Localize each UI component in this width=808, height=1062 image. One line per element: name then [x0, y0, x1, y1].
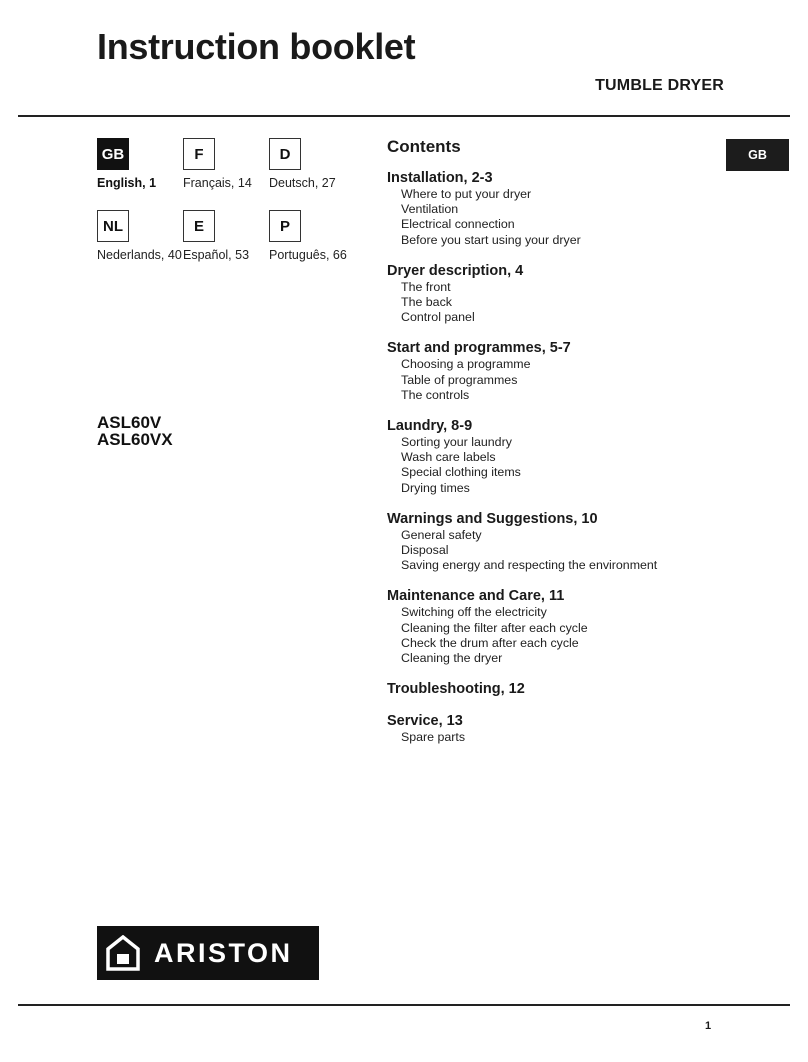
booklet-title: Instruction booklet	[97, 26, 416, 67]
language-entry-e[interactable]	[183, 210, 273, 262]
brand-name: ARISTON	[154, 938, 293, 968]
language-code-badge: D	[269, 138, 301, 170]
language-entry-nl[interactable]	[97, 210, 187, 262]
toc-section-title[interactable]: Dryer description, 4	[387, 262, 524, 279]
toc-section-title[interactable]: Troubleshooting, 12	[387, 681, 525, 698]
toc-item[interactable]: Wash care labels	[401, 450, 496, 465]
toc-section-start-programmes	[387, 339, 717, 403]
toc-item[interactable]: Drying times	[401, 480, 470, 495]
toc-section-troubleshooting	[387, 680, 717, 698]
toc-item[interactable]: Check the drum after each cycle	[401, 635, 579, 650]
toc-section-maintenance	[387, 587, 717, 666]
toc-item[interactable]: Cleaning the dryer	[401, 651, 503, 666]
language-code-badge: P	[269, 210, 301, 242]
toc-item[interactable]: Saving energy and respecting the environment	[401, 558, 658, 573]
language-page-label: Français, 14	[183, 176, 252, 190]
product-type: TUMBLE DRYER	[595, 77, 724, 94]
toc-section-title[interactable]: Start and programmes, 5-7	[387, 340, 571, 357]
toc-item[interactable]: Choosing a programme	[401, 357, 531, 372]
house-icon	[106, 935, 140, 971]
language-page-label: Deutsch, 27	[269, 176, 336, 190]
toc-item[interactable]: Cleaning the filter after each cycle	[401, 620, 588, 635]
toc-section-title[interactable]: Installation, 2-3	[387, 170, 493, 186]
toc-item[interactable]: Sorting your laundry	[401, 435, 512, 450]
toc-item[interactable]: The back	[401, 295, 452, 310]
toc-section-service	[387, 712, 717, 745]
toc-item[interactable]: Before you start using your dryer	[401, 232, 581, 247]
toc-item[interactable]: Table of programmes	[401, 372, 518, 387]
model-numbers	[97, 414, 173, 448]
language-page-label: Nederlands, 40	[97, 248, 182, 262]
toc-section-warnings	[387, 510, 717, 574]
toc-item[interactable]: General safety	[401, 527, 482, 542]
language-tab: GB	[726, 139, 789, 171]
toc-item[interactable]: The controls	[401, 387, 470, 402]
language-entry-gb[interactable]	[97, 138, 187, 190]
model-number: ASL60VX	[97, 430, 173, 449]
language-entry-f[interactable]	[183, 138, 273, 190]
language-code-badge: E	[183, 210, 215, 242]
toc-section-installation	[387, 169, 717, 248]
toc-section-title[interactable]: Service, 13	[387, 713, 463, 730]
language-entry-p[interactable]	[269, 210, 359, 262]
language-code-badge: F	[183, 138, 215, 170]
toc-item[interactable]: Control panel	[401, 310, 475, 325]
contents-heading: Contents	[387, 137, 461, 156]
model-number: ASL60V	[97, 413, 162, 432]
toc-item[interactable]: Electrical connection	[401, 217, 515, 232]
page-number: 1	[705, 1020, 712, 1032]
toc-section-title[interactable]: Laundry, 8-9	[387, 418, 473, 435]
toc-section-laundry	[387, 417, 717, 496]
toc-item[interactable]: Disposal	[401, 543, 449, 558]
toc-item[interactable]: Switching off the electricity	[401, 605, 547, 620]
footer-divider	[18, 1004, 790, 1006]
language-page-label: Español, 53	[183, 248, 250, 262]
toc-item[interactable]: The front	[401, 279, 451, 294]
language-code-badge: NL	[97, 210, 129, 242]
table-of-contents	[387, 137, 717, 759]
language-entry-d[interactable]	[269, 138, 359, 190]
toc-item[interactable]: Spare parts	[401, 730, 466, 745]
header-divider	[18, 115, 790, 117]
language-code-badge: GB	[97, 138, 129, 170]
language-page-label: Português, 66	[269, 248, 347, 262]
language-page-label: English, 1	[97, 176, 157, 190]
toc-section-title[interactable]: Warnings and Suggestions, 10	[387, 510, 598, 527]
toc-item[interactable]: Where to put your dryer	[401, 187, 532, 201]
brand-logo	[97, 926, 319, 980]
toc-item[interactable]: Ventilation	[401, 202, 459, 217]
toc-section-title[interactable]: Maintenance and Care, 11	[387, 588, 565, 605]
toc-section-dryer-description	[387, 262, 717, 326]
toc-item[interactable]: Special clothing items	[401, 465, 521, 480]
